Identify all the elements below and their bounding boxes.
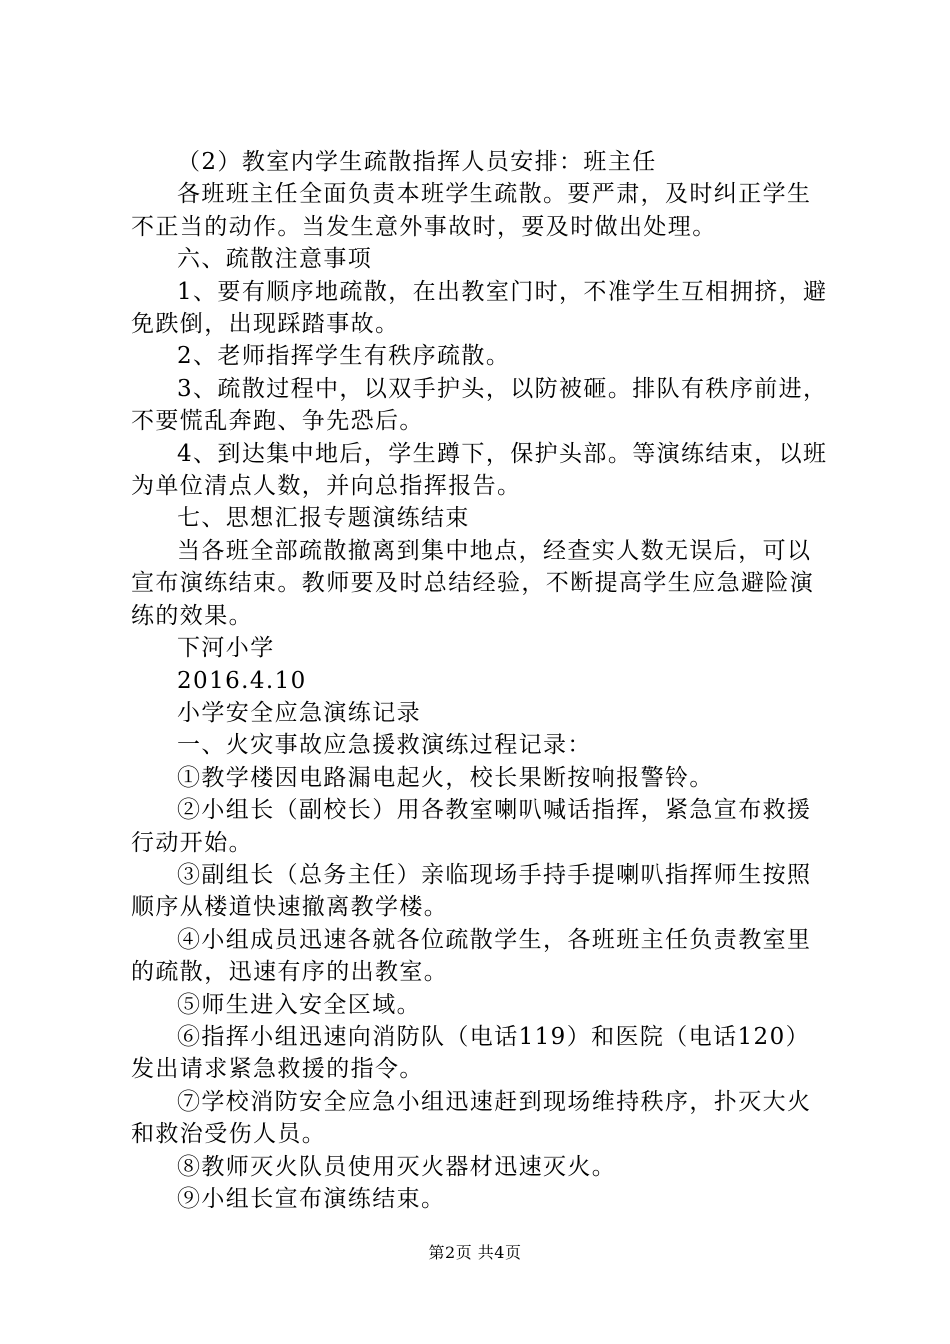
record-step-8: ⑧教师灭火队员使用灭火器材迅速灭火。 [177,1153,617,1180]
page-footer: 第2页 共4页 [428,1243,522,1262]
document-body [131,146,831,1215]
school-name: 下河小学 [177,635,275,662]
record-step-1: ①教学楼因电路漏电起火，校长果断按响报警铃。 [177,764,714,791]
record-step-4: ④小组成员迅速各就各位疏散学生，各班班主任负责教室里的疏散，迅速有序的出教室。 [131,926,812,986]
paragraph-note-2: 2、老师指挥学生有秩序疏散。 [177,343,511,370]
paragraph-note-1: 1、要有顺序地疏散，在出教室门时，不准学生互相拥挤，避免跌倒，出现踩踏事故。 [131,278,828,338]
record-section-heading: 一、火灾事故应急援救演练过程记录： [177,732,592,759]
paragraph-note-4: 4、到达集中地后，学生蹲下，保护头部。等演练结束，以班为单位清点人数，并向总指挥报告。 [131,440,828,500]
section-heading-seven: 七、思想汇报专题演练结束 [177,505,470,532]
record-step-9: ⑨小组长宣布演练结束。 [177,1186,446,1212]
section-heading-six: 六、疏散注意事项 [177,246,373,273]
paragraph-note-3: 3、疏散过程中，以双手护头，以防被砸。排队有秩序前进，不要慌乱奔跑、争先恐后。 [131,375,828,435]
record-title: 小学安全应急演练记录 [177,699,421,726]
paragraph-evacuation-staff: （2）教室内学生疏散指挥人员安排：班主任 [177,149,657,175]
record-step-7: ⑦学校消防安全应急小组迅速赶到现场维持秩序，扑灭大火和救治受伤人员。 [131,1088,812,1148]
paragraph-head-teacher-duty: 各班班主任全面负责本班学生疏散。要严肃，及时纠正学生不正当的动作。当发生意外事故时，要及时做出处理。 [131,181,812,240]
record-step-2: ②小组长（副校长）用各教室喇叭喊话指挥，紧急宣布救援行动开始。 [131,797,812,856]
paragraph-drill-end: 当各班全部疏散撤离到集中地点，经查实人数无误后，可以宣布演练结束。教师要及时总结经验，不断提高学生应急避险演练的效果。 [131,537,815,629]
record-step-5: ⑤师生进入安全区域。 [177,991,421,1018]
record-step-6: ⑥指挥小组迅速向消防队（电话119）和医院（电话120）发出请求紧急救援的指令。 [131,1023,810,1083]
document-date: 2016.4.10 [177,667,307,694]
record-step-3: ③副组长（总务主任）亲临现场手持手提喇叭指挥师生按照顺序从楼道快速撤离教学楼。 [131,861,812,921]
